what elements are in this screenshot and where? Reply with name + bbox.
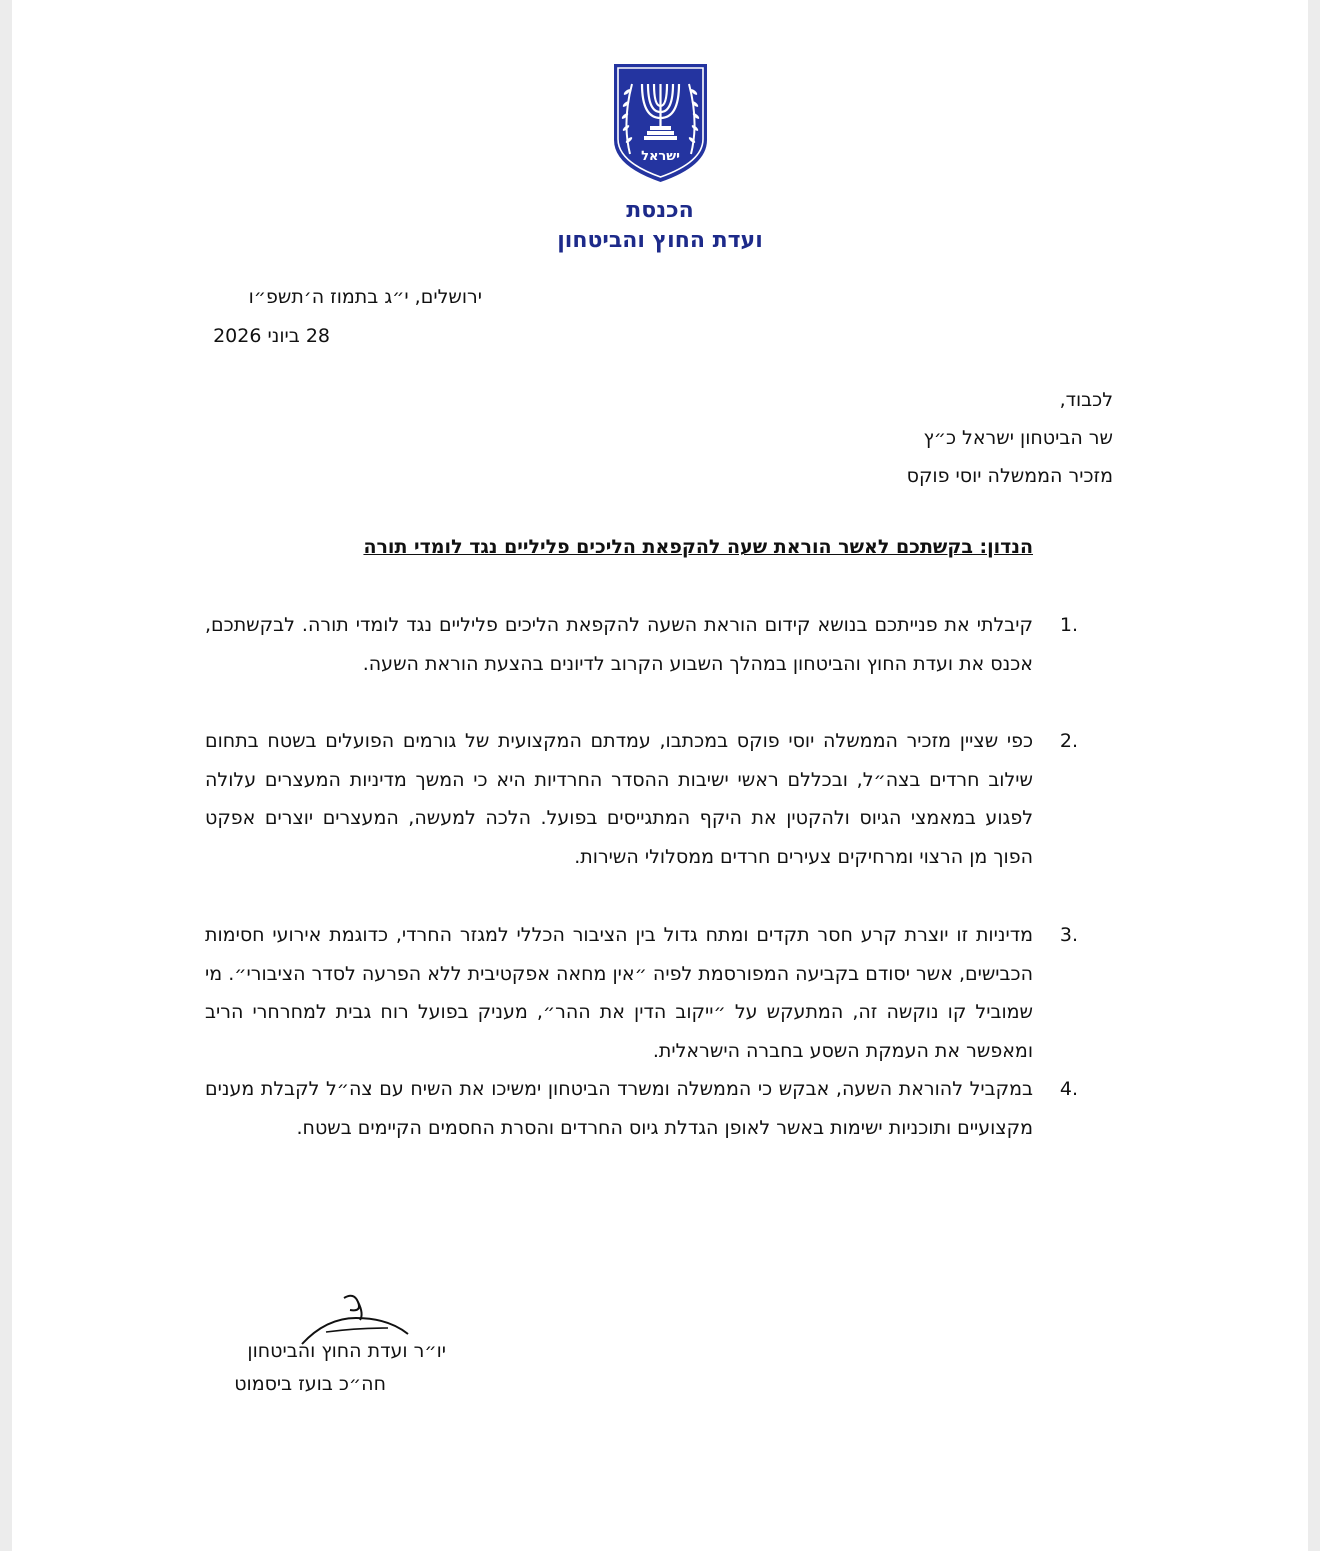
committee-name: ועדת החוץ והביטחון [557,228,763,253]
item-number: 2. [1059,730,1078,752]
item-number: 3. [1059,924,1078,946]
item-text: קיבלתי את פנייתכם בנושא קידום הוראת השעה להקפאת הליכים פליליים נגד לומדי תורה. לבקשתכם, אכנס את ועדת החוץ והביטחון במהלך השבוע הקרוב לדיונים בהצעת הוראת השעה. [205,614,1033,675]
item-number: 4. [1059,1078,1078,1100]
knesset-emblem-icon [612,62,709,184]
emblem-text: ישראל [641,149,680,164]
subject-line: הנדון: בקשתכם לאשר הוראת שעה להקפאת הליכים פליליים נגד לומדי תורה [363,536,1033,558]
signatory-title: יו״ר ועדת החוץ והביטחון [247,1340,446,1362]
item-text: כפי שציין מזכיר הממשלה יוסי פוקס במכתבו, עמדתם המקצועית של גורמים הפועלים בשטח בתחום שילוב חרדים בצה״ל, ובכללם ראשי ישיבות ההסדר החרדיות היא כי המשך מדיניות המעצרים עלולה לפגוע במאמצי הגיוס ולהקטין את היקף המתגייסים בפועל. הלכה למעשה, המעצרים יוצרים אפקט הפוך מן הרצוי ומרחיקים צעירים חרדים ממסלולי השירות. [205,730,1033,868]
org-name: הכנסת [626,198,694,223]
signatory-name: חה״כ בועז ביסמוט [234,1373,386,1395]
recipient-line: שר הביטחון ישראל כ״ץ [923,427,1113,449]
recipient-line: מזכיר הממשלה יוסי פוקס [906,465,1113,487]
hebrew-date: ירושלים, י״ג בתמוז ה׳תשפ״ו [248,286,482,308]
item-number: 1. [1059,614,1078,636]
item-text: במקביל להוראת השעה, אבקש כי הממשלה ומשרד הביטחון ימשיכו את השיח עם צה״ל לקבלת מענים מקצועיים ותוכניות ישימות באשר לאופן הגדלת גיוס החרדים והסרת החסמים הקיימים בשטח. [205,1078,1033,1139]
gregorian-date: 28 ביוני 2026 [213,325,330,347]
item-text: מדיניות זו יוצרת קרע חסר תקדים ומתח גדול בין הציבור הכללי למגזר החרדי, כדוגמת אירועי חסימות הכבישים, אשר יסודם בקביעה המפורסמת לפיה ״אין מחאה אפקטיבית ללא הפרעה לסדר הציבורי״. מי שמוביל קו נוקשה זה, המתעקש על ״ייקוב הדין את ההר״, מעניק בפועל רוח גבית למחרחרי הריב ומאפשר את העמקת השסע בחברה הישראלית. [205,924,1033,1062]
salutation: לכבוד, [1059,389,1113,411]
